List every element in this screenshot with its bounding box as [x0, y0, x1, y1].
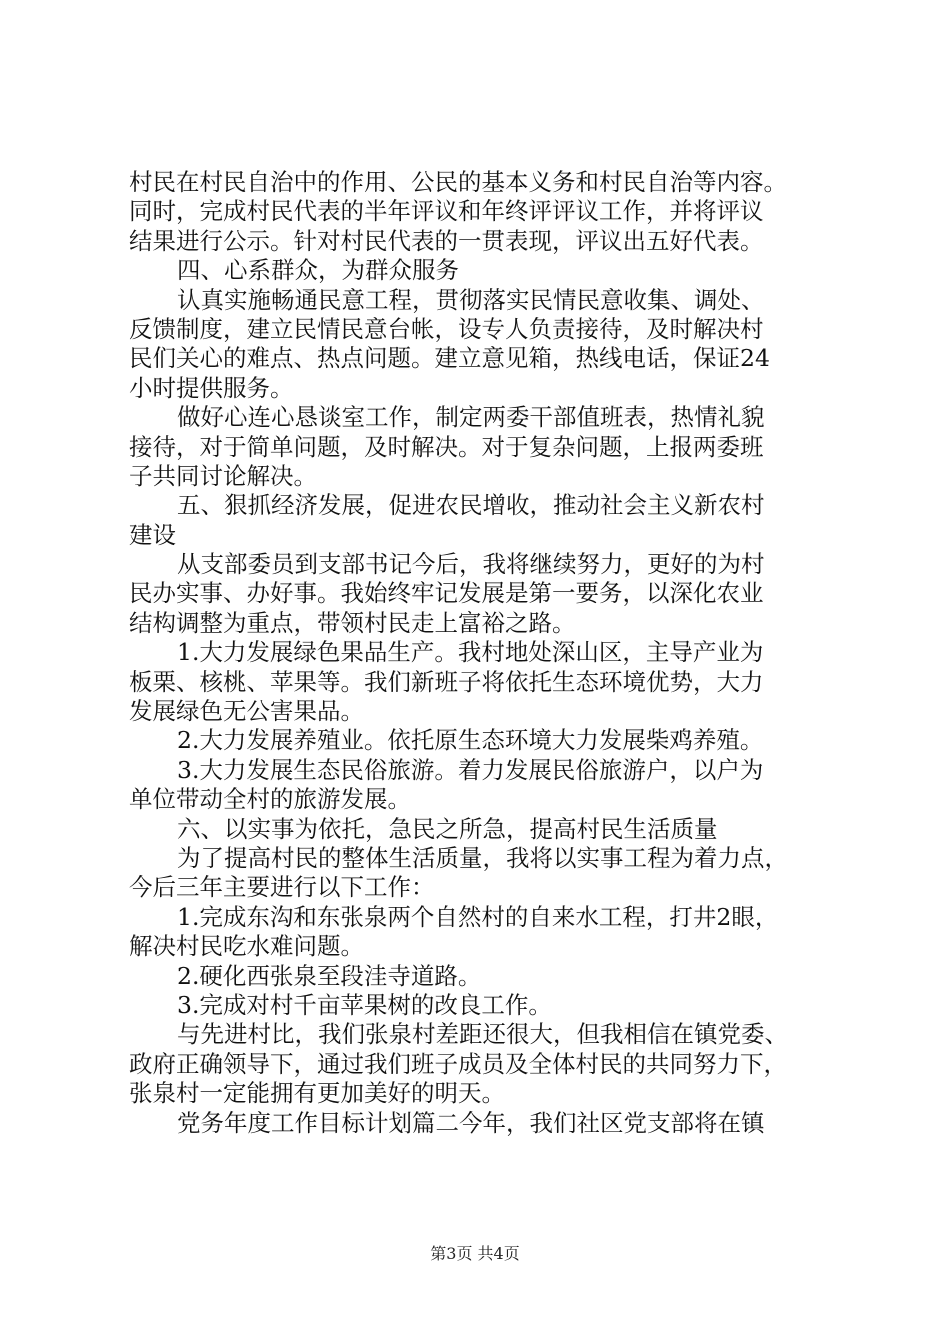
text-line: 1.完成东沟和东张泉两个自然村的自来水工程，打井2眼， [177, 902, 779, 931]
section-heading [129, 815, 829, 844]
text-line: 3.完成对村千亩苹果树的改良工作。 [177, 990, 552, 1019]
text-line: 1.大力发展绿色果品生产。我村地处深山区，主导产业为 [177, 638, 764, 667]
paragraph [129, 844, 829, 903]
paragraph [129, 1020, 829, 1108]
text-line: 3.大力发展生态民俗旅游。着力发展民俗旅游户，以户为 [177, 755, 764, 784]
text-line: 村民在村民自治中的作用、公民的基本义务和村民自治等内容。 [129, 168, 787, 196]
text-line: 反馈制度，建立民情民意台帐，设专人负责接待，及时解决村 [129, 314, 764, 343]
paragraph [129, 403, 829, 491]
paragraph [129, 168, 829, 256]
text-line: 2.大力发展养殖业。依托原生态环境大力发展柴鸡养殖。 [177, 726, 764, 755]
text-line: 同时，完成村民代表的半年评议和年终评评议工作，并将评议 [129, 197, 764, 226]
text-line: 张泉村一定能拥有更加美好的明天。 [129, 1079, 505, 1108]
paragraph [129, 1109, 829, 1138]
text-line: 六、以实事为依托，急民之所急，提高村民生活质量 [177, 814, 718, 843]
paragraph [129, 962, 829, 991]
page-number: 第3页 共4页 [430, 1244, 520, 1263]
text-line: 民办实事、办好事。我始终牢记发展是第一要务，以深化农业 [129, 579, 764, 608]
page-footer [0, 1243, 950, 1265]
document-body [129, 168, 829, 1138]
text-line: 2.硬化西张泉至段洼寺道路。 [177, 961, 482, 990]
text-line: 做好心连心恳谈室工作，制定两委干部值班表，热情礼貌 [177, 403, 765, 432]
text-line: 结果进行公示。针对村民代表的一贯表现，评议出五好代表。 [129, 226, 764, 255]
text-line: 发展绿色无公害果品。 [129, 697, 364, 726]
paragraph [129, 756, 829, 815]
text-line: 民们关心的难点、热点问题。建立意见箱，热线电话，保证24 [129, 344, 770, 373]
paragraph [129, 550, 829, 638]
section-heading [129, 491, 829, 550]
paragraph [129, 903, 829, 962]
text-line: 党务年度工作目标计划篇二今年，我们社区党支部将在镇 [177, 1108, 765, 1137]
text-line: 单位带动全村的旅游发展。 [129, 785, 411, 814]
text-line: 建设 [129, 520, 176, 549]
paragraph [129, 991, 829, 1020]
paragraph [129, 638, 829, 726]
text-line: 子共同讨论解决。 [129, 461, 317, 490]
text-line: 从支部委员到支部书记今后，我将继续努力，更好的为村 [177, 550, 765, 579]
text-line: 板栗、核桃、苹果等。我们新班子将依托生态环境优势，大力 [129, 667, 764, 696]
text-line: 今后三年主要进行以下工作： [129, 873, 435, 902]
text-line: 认真实施畅通民意工程，贯彻落实民情民意收集、调处、 [177, 285, 765, 314]
text-line: 解决村民吃水难问题。 [129, 932, 364, 961]
text-line: 为了提高村民的整体生活质量，我将以实事工程为着力点， [177, 843, 788, 872]
paragraph [129, 726, 829, 755]
text-line: 结构调整为重点，带领村民走上富裕之路。 [129, 608, 576, 637]
section-heading [129, 256, 829, 285]
text-line: 五、狠抓经济发展，促进农民增收，推动社会主义新农村 [177, 491, 765, 520]
text-line: 政府正确领导下，通过我们班子成员及全体村民的共同努力下， [129, 1049, 787, 1078]
text-line: 接待，对于简单问题，及时解决。对于复杂问题，上报两委班 [129, 432, 764, 461]
text-line: 与先进村比，我们张泉村差距还很大，但我相信在镇党委、 [177, 1020, 788, 1049]
text-line: 小时提供服务。 [129, 373, 294, 402]
paragraph [129, 286, 829, 404]
text-line: 四、心系群众，为群众服务 [177, 256, 459, 285]
